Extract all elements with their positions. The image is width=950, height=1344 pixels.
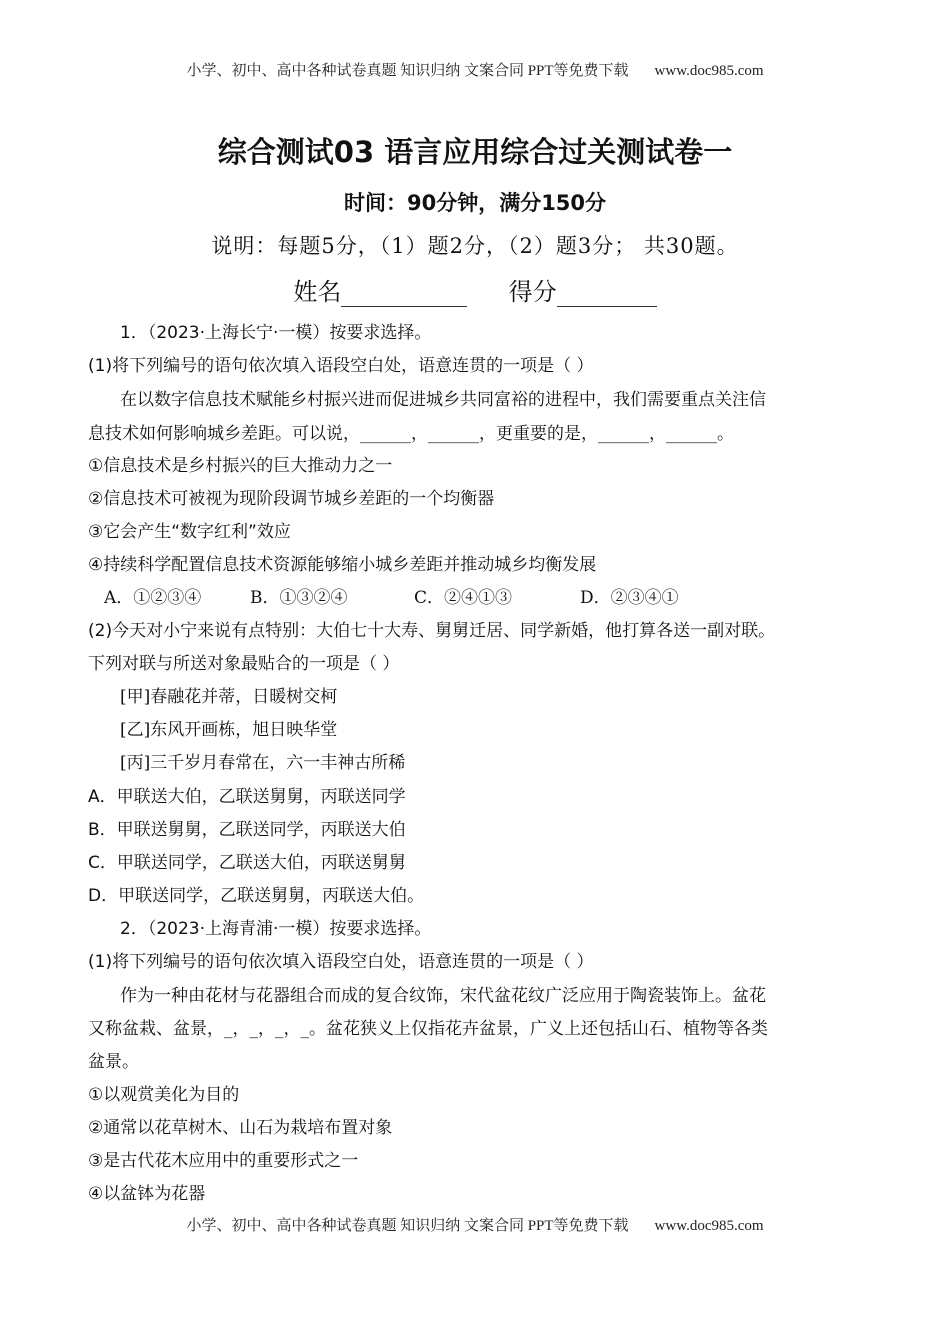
q1-part1-passage-line1: 在以数字信息技术赋能乡村振兴进而促进城乡共同富裕的进程中，我们需要重点关注信 — [120, 390, 766, 410]
footer-text: 小学、初中、高中各种试卷真题 知识归纳 文案合同 PPT等免费下载 — [186, 1218, 629, 1234]
q2-passage-line3: 盆景。 — [88, 1052, 139, 1072]
q1-part1-prompt: (1)将下列编号的语句依次填入语段空白处，语意连贯的一项是（ ） — [88, 356, 594, 376]
header-text: 小学、初中、高中各种试卷真题 知识归纳 文案合同 PPT等免费下载 — [186, 63, 629, 79]
q2-passage-line1: 作为一种由花材与花器组合而成的复合纹饰，宋代盆花纹广泛应用于陶瓷装饰上。盆花 — [120, 986, 766, 1006]
q1-part1-passage-line2: 息技术如何影响城乡差距。可以说，______，______，更重要的是，______，______。 — [88, 424, 734, 444]
score-label: 得分 — [508, 278, 557, 306]
footer-url[interactable]: www.doc985.com — [654, 1218, 764, 1234]
q1-heading: 1．（2023·上海长宁·一模）按要求选择。 — [120, 323, 432, 343]
q1-item-4: ④持续科学配置信息技术资源能够缩小城乡差距并推动城乡均衡发展 — [88, 555, 597, 575]
page-title: 综合测试03 语言应用综合过关测试卷一 — [217, 135, 733, 169]
option-a[interactable]: A．甲联送大伯，乙联送舅舅，丙联送同学 — [88, 787, 406, 807]
score-field[interactable] — [557, 282, 657, 307]
couplet-yi: [乙]东风开画栋，旭日映华堂 — [120, 720, 338, 740]
name-score-row — [0, 272, 950, 307]
q1-part2-prompt-line2: 下列对联与所送对象最贴合的一项是（ ） — [88, 654, 400, 674]
option-a[interactable]: A．①②③④ — [104, 588, 202, 608]
q1-part2-prompt-line1: (2)今天对小宁来说有点特别：大伯七十大寿、舅舅迁居、同学新婚，他打算各送一副对联。 — [88, 621, 776, 641]
q2-item-4: ④以盆钵为花器 — [88, 1184, 206, 1204]
q2-item-3: ③是古代花木应用中的重要形式之一 — [88, 1151, 359, 1171]
page-header — [0, 59, 950, 80]
q1-item-3: ③它会产生“数字红利”效应 — [88, 522, 291, 542]
couplet-bing: [丙]三千岁月春常在，六一丰神古所稀 — [120, 753, 406, 773]
couplet-jia: [甲]春融花并蒂，日暖树交柯 — [120, 687, 338, 707]
exam-time: 时间：90分钟，满分150分 — [343, 191, 607, 215]
option-c[interactable]: C．甲联送同学，乙联送大伯，丙联送舅舅 — [88, 853, 406, 873]
option-d[interactable]: D．甲联送同学，乙联送舅舅，丙联送大伯。 — [88, 886, 425, 906]
option-d[interactable]: D．②③④① — [580, 588, 679, 608]
option-b[interactable]: B．①③②④ — [250, 588, 348, 608]
q1-item-2: ②信息技术可被视为现阶段调节城乡差距的一个均衡器 — [88, 489, 495, 509]
option-c[interactable]: C．②④①③ — [414, 588, 513, 608]
q2-part1-prompt: (1)将下列编号的语句依次填入语段空白处，语意连贯的一项是（ ） — [88, 952, 594, 972]
q2-item-2: ②通常以花草树木、山石为栽培布置对象 — [88, 1118, 393, 1138]
option-b[interactable]: B．甲联送舅舅，乙联送同学，丙联送大伯 — [88, 820, 406, 840]
name-field[interactable] — [341, 282, 467, 307]
exam-instructions: 说明：每题5分，（1）题2分，（2）题3分； 共30题。 — [211, 234, 739, 258]
q2-item-1: ①以观赏美化为目的 — [88, 1085, 240, 1105]
name-label: 姓名 — [293, 278, 342, 306]
q1-item-1: ①信息技术是乡村振兴的巨大推动力之一 — [88, 456, 393, 476]
q1-part1-options — [104, 587, 679, 609]
q2-heading: 2．（2023·上海青浦·一模）按要求选择。 — [120, 919, 432, 939]
header-url[interactable]: www.doc985.com — [654, 63, 764, 79]
page-footer — [0, 1214, 950, 1235]
q2-passage-line2: 又称盆栽、盆景，_，_，_，_。盆花狭义上仅指花卉盆景，广义上还包括山石、植物等各类 — [88, 1019, 768, 1039]
